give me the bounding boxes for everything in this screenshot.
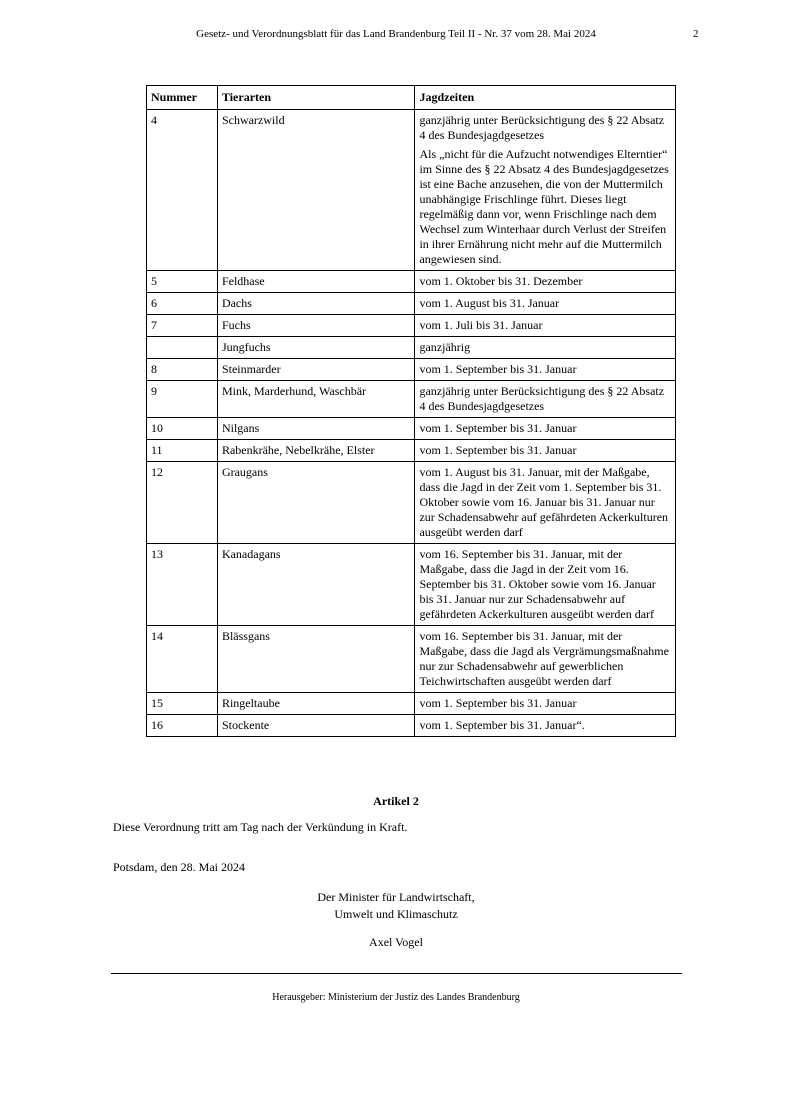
table-row: [147, 462, 676, 544]
cell-species: Fuchs: [217, 315, 415, 337]
publisher-footer: Herausgeber: Ministerium der Justiz des Landes Brandenburg: [272, 992, 520, 1003]
cell-season: vom 1. September bis 31. Januar: [415, 440, 676, 462]
cell-species: Stockente: [217, 715, 415, 737]
cell-species: Dachs: [217, 293, 415, 315]
table-row: [147, 418, 676, 440]
signature-title-line2: Umwelt und Klimaschutz: [334, 907, 458, 921]
cell-species: Blässgans: [217, 626, 415, 693]
cell-species: Nilgans: [217, 418, 415, 440]
table-row: [147, 337, 676, 359]
table-row: [147, 381, 676, 418]
cell-number: 14: [147, 626, 218, 693]
signature-title-line1: Der Minister für Landwirtschaft,: [317, 890, 475, 904]
cell-season: vom 16. September bis 31. Januar, mit der Maßgabe, dass die Jagd in der Zeit vom 16. September bis 31. Oktober sowie vom 16. Januar bis 31. Januar nur zur Schadensabwehr auf gefährdeten Ackerkulturen ausgeübt werden darf: [415, 544, 676, 626]
cell-species: Schwarzwild: [217, 110, 415, 271]
gazette-title: Gesetz- und Verordnungsblatt für das Land Brandenburg Teil II - Nr. 37 vom 28. Mai 2024: [196, 28, 596, 40]
cell-species: Graugans: [217, 462, 415, 544]
cell-number: 4: [147, 110, 218, 271]
cell-number: 5: [147, 271, 218, 293]
cell-season: vom 1. September bis 31. Januar: [415, 418, 676, 440]
table-row: [147, 440, 676, 462]
place-date: Potsdam, den 28. Mai 2024: [113, 860, 245, 874]
season-paragraph: ganzjährig unter Berücksichtigung des § 22 Absatz 4 des Bundesjagdgesetzes: [419, 113, 665, 142]
cell-species: Jungfuchs: [217, 337, 415, 359]
cell-number: 10: [147, 418, 218, 440]
hunting-season-table: [146, 85, 676, 737]
cell-number: 15: [147, 693, 218, 715]
article-heading: Artikel 2: [373, 794, 419, 808]
column-header-species: Tierarten: [217, 86, 415, 110]
cell-season: [415, 110, 676, 271]
table-row: [147, 359, 676, 381]
column-header-number: Nummer: [147, 86, 218, 110]
cell-species: Steinmarder: [217, 359, 415, 381]
cell-number: 13: [147, 544, 218, 626]
cell-number: 6: [147, 293, 218, 315]
table-row: [147, 693, 676, 715]
cell-species: Feldhase: [217, 271, 415, 293]
cell-number: [147, 337, 218, 359]
cell-species: Mink, Marderhund, Waschbär: [217, 381, 415, 418]
cell-number: 8: [147, 359, 218, 381]
page-number: 2: [693, 28, 699, 40]
cell-season: vom 1. September bis 31. Januar: [415, 693, 676, 715]
table-row: [147, 293, 676, 315]
cell-season: vom 1. August bis 31. Januar, mit der Maßgabe, dass die Jagd in der Zeit vom 1. September bis 31. Oktober sowie vom 16. Januar bis 31. Januar nur zur Schadensabwehr auf gefährdeten Ackerkulturen ausgeübt werden darf: [415, 462, 676, 544]
cell-number: 12: [147, 462, 218, 544]
cell-season: ganzjährig unter Berücksichtigung des § 22 Absatz 4 des Bundesjagdgesetzes: [415, 381, 676, 418]
table-row: [147, 626, 676, 693]
cell-season: ganzjährig: [415, 337, 676, 359]
column-header-season: Jagdzeiten: [415, 86, 676, 110]
cell-number: 7: [147, 315, 218, 337]
table-row: [147, 110, 676, 271]
cell-season: vom 1. August bis 31. Januar: [415, 293, 676, 315]
signatory-name: Axel Vogel: [369, 935, 423, 949]
table-header-row: [147, 86, 676, 110]
table-row: [147, 544, 676, 626]
table-row: [147, 315, 676, 337]
cell-number: 9: [147, 381, 218, 418]
cell-season: vom 16. September bis 31. Januar, mit der Maßgabe, dass die Jagd als Vergrämungsmaßnahme nur zur Schadensabwehr auf gewerblichen Teichwirtschaften ausgeübt werden darf: [415, 626, 676, 693]
article-text: Diese Verordnung tritt am Tag nach der Verkündung in Kraft.: [113, 820, 408, 834]
footer-divider: [111, 973, 682, 974]
cell-number: 11: [147, 440, 218, 462]
cell-season: vom 1. September bis 31. Januar: [415, 359, 676, 381]
table-row: [147, 715, 676, 737]
cell-season: vom 1. Juli bis 31. Januar: [415, 315, 676, 337]
table-row: [147, 271, 676, 293]
cell-species: Ringeltaube: [217, 693, 415, 715]
cell-season: vom 1. September bis 31. Januar“.: [415, 715, 676, 737]
cell-season: vom 1. Oktober bis 31. Dezember: [415, 271, 676, 293]
cell-species: Rabenkrähe, Nebelkrähe, Elster: [217, 440, 415, 462]
season-note-paragraph: Als „nicht für die Aufzucht notwendiges Elterntier“ im Sinne des § 22 Absatz 4 des Bundesjagdgesetzes ist eine Bache anzusehen, die von der Muttermilch unabhängige Frischlinge führt. Dieses liegt regelmäßig dann vor, wenn Frischlinge nach dem Wechsel zum Winterhaar durch Verlust der Streifen in ihrer Ernährung nicht mehr auf die Muttermilch angewiesen sind.: [419, 147, 669, 266]
cell-species: Kanadagans: [217, 544, 415, 626]
cell-number: 16: [147, 715, 218, 737]
